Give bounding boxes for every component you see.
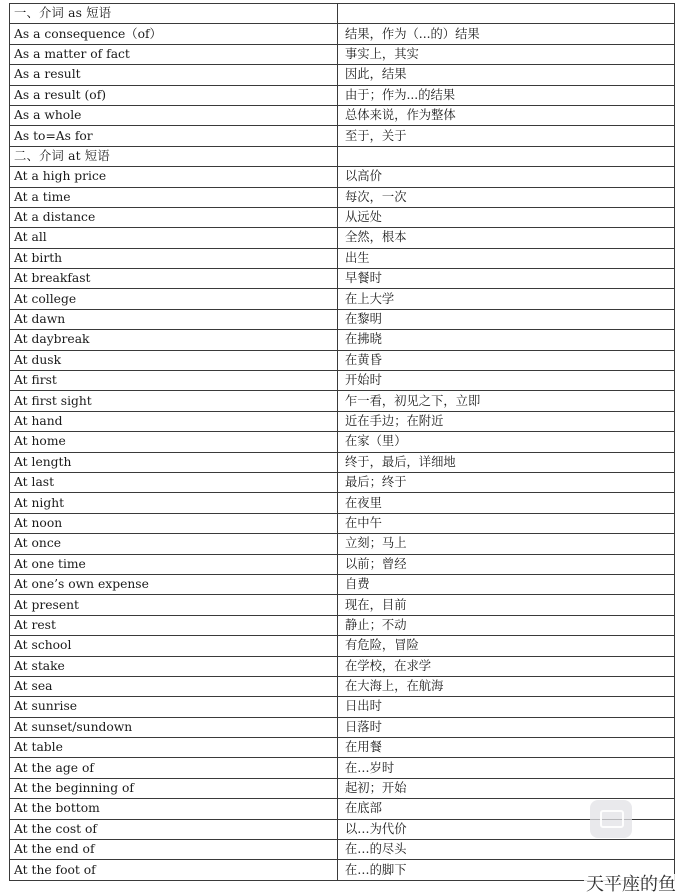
chinese-meaning: 在上大学: [338, 289, 675, 309]
table-row: [10, 799, 675, 819]
chinese-meaning: 有危险，冒险: [338, 636, 675, 656]
chinese-meaning: 总体来说，作为整体: [338, 105, 675, 125]
chinese-meaning: 在夜里: [338, 493, 675, 513]
table-row: [10, 167, 675, 187]
chinese-meaning: 至于，关于: [338, 126, 675, 146]
chinese-meaning: 近在手边；在附近: [338, 411, 675, 431]
table-row: [10, 778, 675, 798]
table-row: [10, 371, 675, 391]
chinese-meaning: 因此，结果: [338, 65, 675, 85]
table-row: [10, 676, 675, 696]
chinese-meaning: 在用餐: [338, 738, 675, 758]
english-phrase: At rest: [10, 615, 338, 635]
english-phrase: At first sight: [10, 391, 338, 411]
table-row: [10, 840, 675, 860]
table-row: [10, 330, 675, 350]
english-phrase: At a time: [10, 187, 338, 207]
chinese-meaning: 在拂晓: [338, 330, 675, 350]
chinese-meaning: 由于；作为...的结果: [338, 85, 675, 105]
chinese-meaning: 在学校，在求学: [338, 656, 675, 676]
english-phrase: At length: [10, 452, 338, 472]
chinese-meaning: 以高价: [338, 167, 675, 187]
table-row: [10, 411, 675, 431]
english-phrase: As a result (of): [10, 85, 338, 105]
table-row: [10, 207, 675, 227]
table-row: [10, 126, 675, 146]
table-row: [10, 595, 675, 615]
table-row: [10, 289, 675, 309]
chinese-meaning: 在家（里）: [338, 432, 675, 452]
chinese-meaning: 立刻；马上: [338, 534, 675, 554]
english-phrase: At the bottom: [10, 799, 338, 819]
table-row: [10, 105, 675, 125]
chinese-meaning: 结果，作为（...的）结果: [338, 24, 675, 44]
table-row: [10, 860, 675, 880]
english-phrase: At last: [10, 472, 338, 492]
chinese-meaning: [338, 146, 675, 166]
chinese-meaning: 早餐时: [338, 269, 675, 289]
english-phrase: At night: [10, 493, 338, 513]
english-phrase: At table: [10, 738, 338, 758]
english-phrase: At one time: [10, 554, 338, 574]
table-row: [10, 350, 675, 370]
table-row: [10, 187, 675, 207]
section-header-row: [10, 4, 675, 24]
section-title: 二、介词 at 短语: [10, 146, 338, 166]
table-row: [10, 24, 675, 44]
table-row: [10, 452, 675, 472]
chinese-meaning: 最后；终于: [338, 472, 675, 492]
chinese-meaning: 在大海上，在航海: [338, 676, 675, 696]
english-phrase: At home: [10, 432, 338, 452]
english-phrase: At daybreak: [10, 330, 338, 350]
english-phrase: As a result: [10, 65, 338, 85]
chinese-meaning: 在…的脚下: [338, 860, 675, 880]
chinese-meaning: 静止；不动: [338, 615, 675, 635]
table-row: [10, 738, 675, 758]
english-phrase: At a distance: [10, 207, 338, 227]
chinese-meaning: 在…岁时: [338, 758, 675, 778]
table-row: [10, 554, 675, 574]
table-row: [10, 615, 675, 635]
chinese-meaning: 全然，根本: [338, 228, 675, 248]
table-row: [10, 493, 675, 513]
english-phrase: At first: [10, 371, 338, 391]
chinese-meaning: 在黎明: [338, 309, 675, 329]
english-phrase: At the foot of: [10, 860, 338, 880]
table-row: [10, 697, 675, 717]
english-phrase: As a consequence（of）: [10, 24, 338, 44]
chinese-meaning: 以前；曾经: [338, 554, 675, 574]
english-phrase: At college: [10, 289, 338, 309]
english-phrase: At noon: [10, 513, 338, 533]
section-title: 一、介词 as 短语: [10, 4, 338, 24]
english-phrase: At one’s own expense: [10, 574, 338, 594]
chinese-meaning: 终于，最后，详细地: [338, 452, 675, 472]
chinese-meaning: [338, 4, 675, 24]
table-row: [10, 44, 675, 64]
english-phrase: At dusk: [10, 350, 338, 370]
english-phrase: At the beginning of: [10, 778, 338, 798]
chinese-meaning: 日出时: [338, 697, 675, 717]
english-phrase: At all: [10, 228, 338, 248]
table-row: [10, 636, 675, 656]
chinese-meaning: 以…为代价: [338, 819, 675, 839]
table-row: [10, 513, 675, 533]
chinese-meaning: 起初；开始: [338, 778, 675, 798]
table-row: [10, 717, 675, 737]
table-row: [10, 309, 675, 329]
chinese-meaning: 开始时: [338, 371, 675, 391]
table-row: [10, 472, 675, 492]
english-phrase: At birth: [10, 248, 338, 268]
chinese-meaning: 在…的尽头: [338, 840, 675, 860]
english-phrase: At sunrise: [10, 697, 338, 717]
table-row: [10, 534, 675, 554]
english-phrase: As a whole: [10, 105, 338, 125]
table-row: [10, 228, 675, 248]
table-row: [10, 574, 675, 594]
table-row: [10, 269, 675, 289]
english-phrase: At school: [10, 636, 338, 656]
table-row: [10, 758, 675, 778]
table-row: [10, 432, 675, 452]
chinese-meaning: 乍一看，初见之下，立即: [338, 391, 675, 411]
chinese-meaning: 日落时: [338, 717, 675, 737]
phrase-table: [9, 3, 675, 881]
english-phrase: At sunset/sundown: [10, 717, 338, 737]
english-phrase: At sea: [10, 676, 338, 696]
chinese-meaning: 在中午: [338, 513, 675, 533]
chinese-meaning: 现在，目前: [338, 595, 675, 615]
chinese-meaning: 从远处: [338, 207, 675, 227]
english-phrase: At present: [10, 595, 338, 615]
chinese-meaning: 每次，一次: [338, 187, 675, 207]
watermark-text: 天平座的鱼: [586, 874, 676, 895]
english-phrase: As a matter of fact: [10, 44, 338, 64]
english-phrase: At breakfast: [10, 269, 338, 289]
chinese-meaning: 在底部: [338, 799, 675, 819]
chinese-meaning: 事实上，其实: [338, 44, 675, 64]
chinese-meaning: 出生: [338, 248, 675, 268]
english-phrase: At once: [10, 534, 338, 554]
table-row: [10, 248, 675, 268]
chinese-meaning: 自费: [338, 574, 675, 594]
section-header-row: [10, 146, 675, 166]
english-phrase: As to=As for: [10, 126, 338, 146]
english-phrase: At the end of: [10, 840, 338, 860]
english-phrase: At the age of: [10, 758, 338, 778]
english-phrase: At hand: [10, 411, 338, 431]
english-phrase: At the cost of: [10, 819, 338, 839]
chinese-meaning: 在黄昏: [338, 350, 675, 370]
phrase-table-body: [10, 4, 675, 881]
table-row: [10, 656, 675, 676]
vocabulary-sheet: [9, 3, 674, 881]
english-phrase: At dawn: [10, 309, 338, 329]
table-row: [10, 819, 675, 839]
english-phrase: At stake: [10, 656, 338, 676]
english-phrase: At a high price: [10, 167, 338, 187]
table-row: [10, 65, 675, 85]
watermark-logo-icon: [590, 800, 632, 838]
table-row: [10, 85, 675, 105]
table-row: [10, 391, 675, 411]
